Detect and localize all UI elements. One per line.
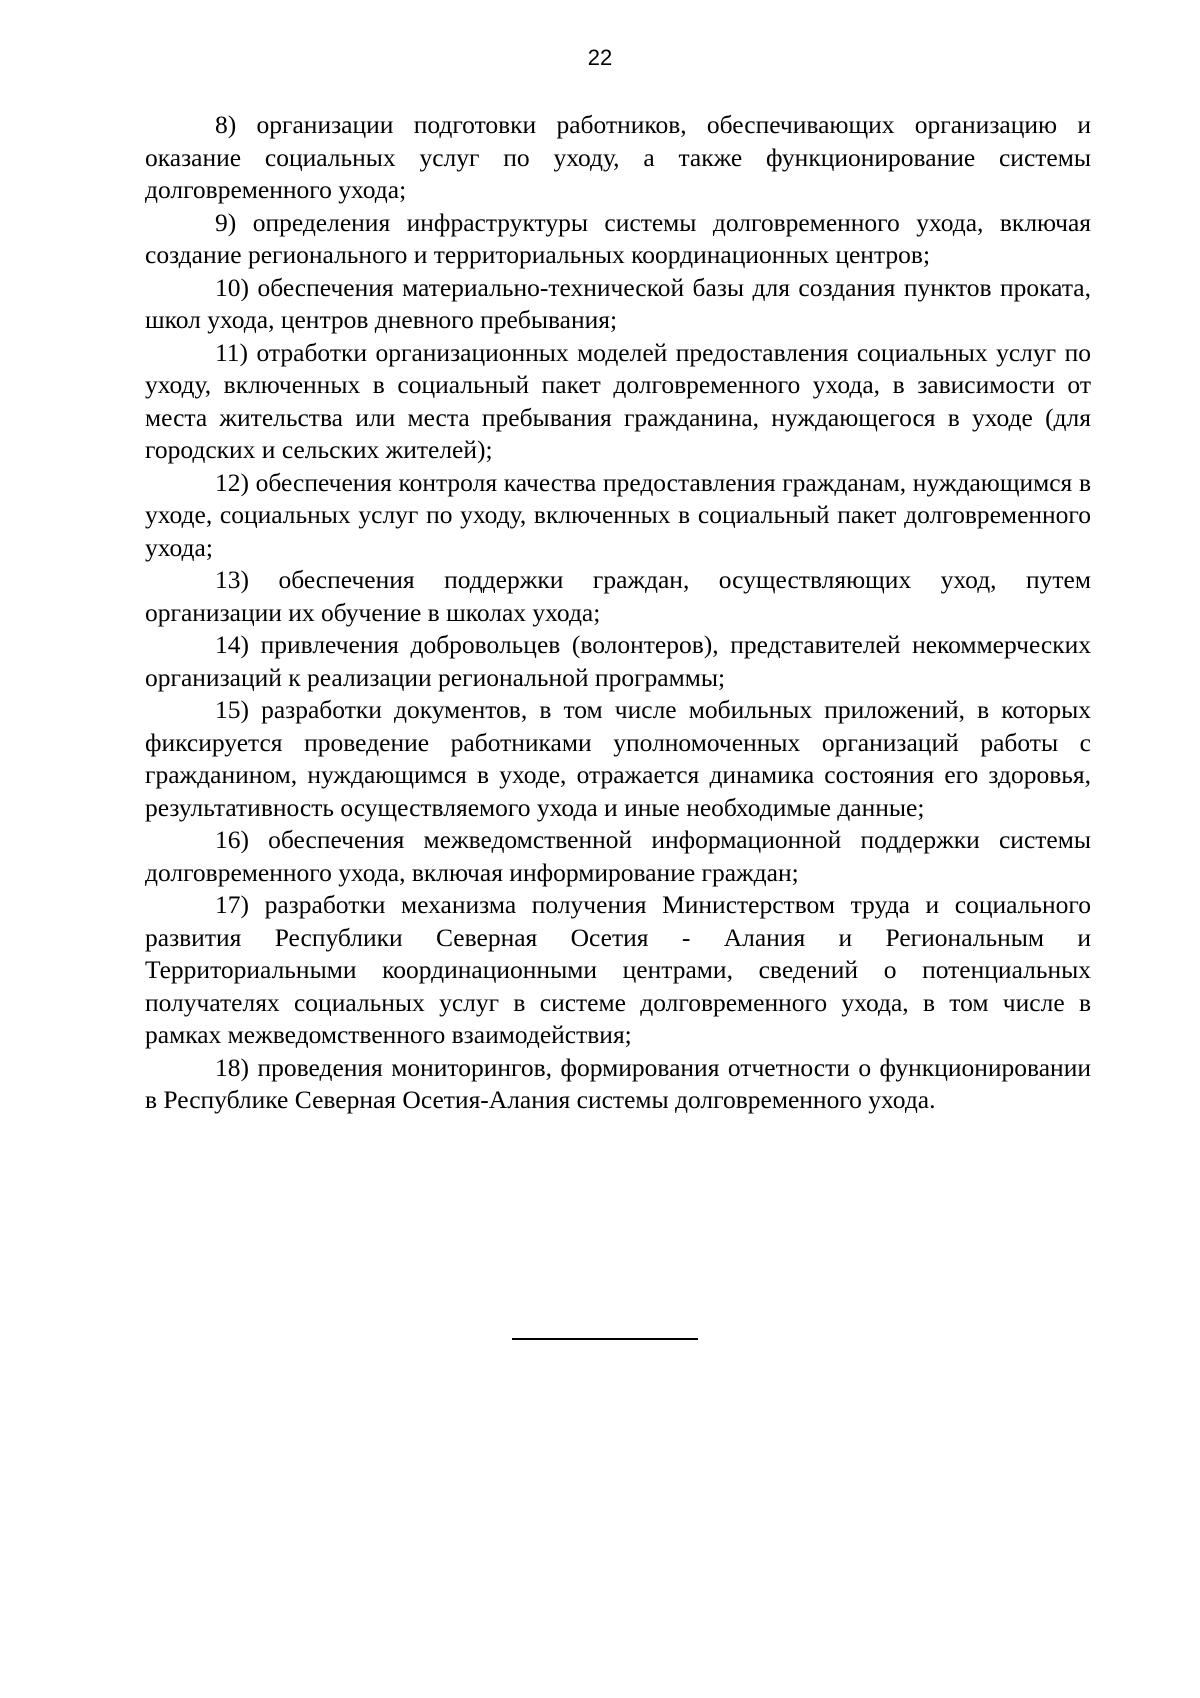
list-item-18: 18) проведения мониторингов, формирования отчетности о функционировании в Республике Северная Осетия-Алания системы долговременного ухода. [145,1052,1091,1114]
list-item-8: 8) организации подготовки работников, обеспечивающих организацию и оказание социальных услуг по уходу, а также функционирование системы долговременного ухода; [145,110,1091,204]
list-item-13: 13) обеспечения поддержки граждан, осуществляющих уход, путем организации их обучение в школах ухода; [145,565,1091,627]
list-item-11: 11) отработки организационных моделей предоставления социальных услуг по уходу, включенных в социальный пакет долговременного ухода, в зависимости от места жительства или места пребывания гражданина, нуждающегося в уходе (для городских и сельских жителей); [145,337,1091,464]
list-item-12: 12) обеспечения контроля качества предоставления гражданам, нуждающимся в уходе, социальных услуг по уходу, включенных в социальный пакет долговременного ухода; [145,467,1091,562]
list-item-16: 16) обеспечения межведомственной информационной поддержки системы долговременного ухода, включая информирование граждан; [145,825,1091,887]
list-item-10: 10) обеспечения материально-технической базы для создания пунктов проката, школ ухода, центров дневного пребывания; [145,272,1091,334]
document-body [145,109,1091,1117]
list-item-9: 9) определения инфраструктуры системы долговременного ухода, включая создание регионального и территориальных координационных центров; [145,207,1091,269]
list-item-17: 17) разработки механизма получения Министерством труда и социального развития Республики Северная Осетия - Алания и Региональным и Территориальными координационными центрами, сведений о потенциальных получателях социальных услуг в системе долговременного ухода, в том числе в рамках межведомственного взаимодействия; [145,890,1091,1049]
page-number: 22 [587,45,613,70]
list-item-15: 15) разработки документов, в том числе мобильных приложений, в которых фиксируется проведение работниками уполномоченных организаций работы с гражданином, нуждающимся в уходе, отражается динамика состояния его здоровья, результативность осуществляемого ухода и иные необходимые данные; [145,695,1091,822]
list-item-14: 14) привлечения добровольцев (волонтеров), представителей некоммерческих организаций к реализации региональной программы; [145,630,1091,692]
end-of-document-rule [512,1338,698,1340]
